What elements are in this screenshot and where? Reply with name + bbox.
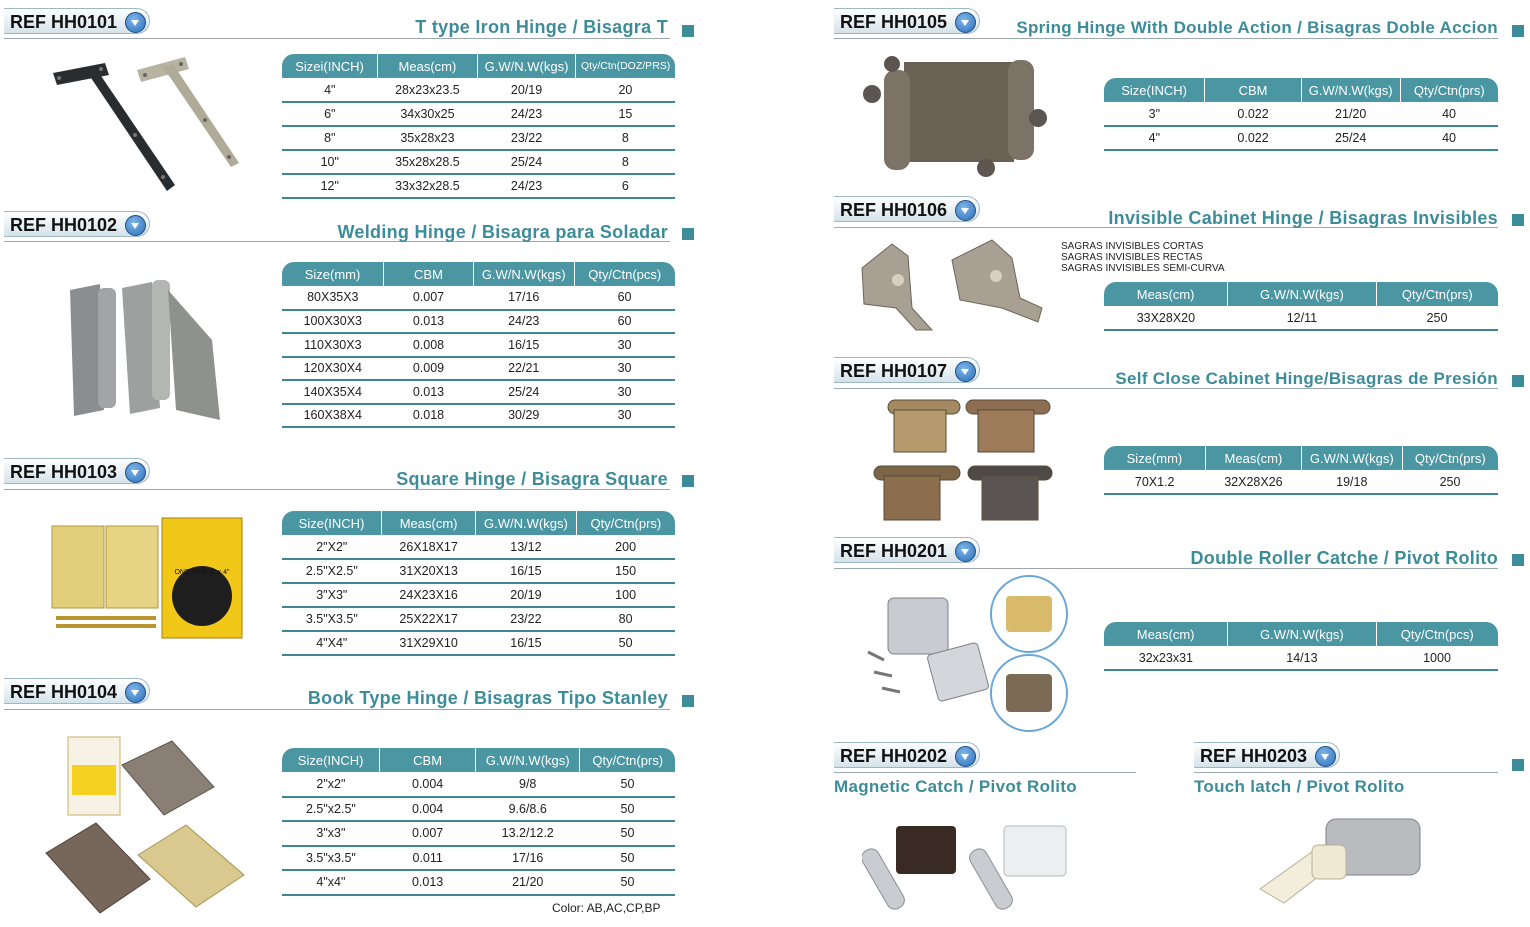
section-marker-icon: [682, 695, 694, 707]
table-header: CBM: [1205, 78, 1302, 102]
t-hinge-image: [45, 45, 245, 195]
ref-label-hh0106: REF HH0106: [834, 196, 980, 222]
table-row: 4" 0.022 25/24 40: [1104, 126, 1498, 150]
chevron-down-icon[interactable]: [125, 12, 146, 33]
section-title-hh0106: Invisible Cabinet Hinge / Bisagras Invisibles: [1108, 208, 1498, 228]
section-title-hh0103: Square Hinge / Bisagra Square: [396, 469, 668, 489]
table-row: 2.5"X2.5" 31X20X13 16/15 150: [282, 559, 675, 583]
table-row: 3.5"X3.5" 25X22X17 23/22 80: [282, 607, 675, 631]
spec-table-hh0104: [282, 748, 675, 896]
table-row: 33X28X20 12/11 250: [1104, 306, 1498, 330]
ref-label-hh0104: REF HH0104: [4, 678, 150, 704]
section-divider: [834, 772, 1136, 773]
section-marker-icon: [1512, 375, 1524, 387]
spec-table-hh0101: [282, 54, 675, 199]
table-row: 10" 35x28x28.5 25/24 8: [282, 150, 675, 174]
section-marker-icon: [1512, 25, 1524, 37]
table-row: 160X38X4 0.018 30/29 30: [282, 404, 675, 428]
roller-catch-image: [862, 574, 1072, 734]
table-row: 4"x4" 0.013 21/20 50: [282, 870, 675, 895]
table-row: 2"X2" 26X18X17 13/12 200: [282, 535, 675, 559]
section-marker-icon: [1512, 214, 1524, 226]
chevron-down-icon[interactable]: [955, 12, 976, 33]
invisible-hinge-variants: [1061, 241, 1225, 274]
section-title-hh0105: Spring Hinge With Double Action / Bisagras Doble Accion: [1016, 18, 1498, 37]
table-row: 80X35X3 0.007 17/16 60: [282, 286, 675, 310]
table-row: 3"x3" 0.007 13.2/12.2 50: [282, 821, 675, 846]
section-marker-icon: [1512, 554, 1524, 566]
section-divider: [4, 709, 670, 710]
ref-label-hh0103: REF HH0103: [4, 458, 150, 484]
table-header: G.W/N.W(kgs): [473, 262, 574, 286]
touch-latch-image: [1256, 815, 1436, 905]
chevron-down-icon[interactable]: [955, 541, 976, 562]
table-header: G.W/N.W(kgs): [1228, 622, 1376, 646]
self-close-hinge-image: [870, 396, 1056, 522]
variant-label: SAGRAS INVISIBLES CORTAS: [1061, 241, 1204, 252]
box-label: ONE PAIR 4" x 4": [174, 569, 230, 576]
table-header: Meas(cm): [378, 54, 478, 78]
variant-label: SAGRAS INVISIBLES RECTAS: [1061, 252, 1203, 263]
silver-t-hinge: [137, 57, 239, 167]
spec-table-hh0105: [1104, 78, 1498, 151]
ref-label-hh0202: REF HH0202: [834, 742, 980, 768]
section-marker-icon: [1512, 759, 1524, 771]
chevron-down-icon[interactable]: [1315, 746, 1336, 767]
ref-label-hh0105: REF HH0105: [834, 8, 980, 34]
chevron-down-icon[interactable]: [955, 746, 976, 767]
table-row: 2"x2" 0.004 9/8 50: [282, 772, 675, 797]
table-row: 70X1.2 32X28X26 19/18 250: [1104, 470, 1498, 494]
chevron-down-icon[interactable]: [125, 682, 146, 703]
table-header: G.W/N.W(kgs): [1301, 78, 1400, 102]
section-title-hh0101: T type Iron Hinge / Bisagra T: [415, 17, 668, 37]
spec-table-hh0201: [1104, 622, 1498, 671]
section-title-hh0202: Magnetic Catch / Pivot Rolito: [834, 777, 1077, 796]
welding-hinge-image: [60, 280, 230, 430]
table-row: 100X30X3 0.013 24/23 60: [282, 310, 675, 334]
chevron-down-icon[interactable]: [125, 215, 146, 236]
table-row: 110X30X3 0.008 16/15 30: [282, 333, 675, 357]
chevron-down-icon[interactable]: [955, 361, 976, 382]
table-header: Qty/Ctn(pcs): [574, 262, 675, 286]
magnetic-catch-image: [862, 818, 1072, 914]
spec-table-hh0103: [282, 511, 675, 656]
table-row: 8" 35x28x23 23/22 8: [282, 126, 675, 150]
table-header: Qty/Ctn(prs): [1402, 446, 1498, 470]
square-hinge-image: [50, 516, 250, 641]
ref-label-hh0203: REF HH0203: [1194, 742, 1340, 768]
table-header: CBM: [380, 748, 476, 772]
spec-table-hh0107: [1104, 446, 1498, 495]
variant-label: SAGRAS INVISIBLES SEMI-CURVA: [1061, 263, 1225, 274]
section-title-hh0203: Touch latch / Pivot Rolito: [1194, 777, 1405, 796]
table-row: 32x23x31 14/13 1000: [1104, 646, 1498, 670]
table-header: Qty/Ctn(prs): [580, 748, 675, 772]
section-marker-icon: [682, 475, 694, 487]
book-hinge-image: [42, 735, 252, 915]
table-row: 4" 28x23x23.5 20/19 20: [282, 78, 675, 102]
table-header: CBM: [384, 262, 474, 286]
table-header: Qty/Ctn(prs): [576, 511, 675, 535]
table-row: 3.5"x3.5" 0.011 17/16 50: [282, 846, 675, 871]
table-row: 3"X3" 24X23X16 20/19 100: [282, 583, 675, 607]
ref-label-hh0102: REF HH0102: [4, 211, 150, 237]
table-header: Meas(cm): [1104, 282, 1228, 306]
table-header: Qty/Ctn(pcs): [1376, 622, 1498, 646]
section-divider: [834, 38, 1498, 39]
section-title-hh0107: Self Close Cabinet Hinge/Bisagras de Presión: [1115, 369, 1498, 388]
table-header: G.W/N.W(kgs): [475, 748, 580, 772]
table-header: Qty/Ctn(prs): [1400, 78, 1498, 102]
table-row: 3" 0.022 21/20 40: [1104, 102, 1498, 126]
table-header: Meas(cm): [382, 511, 476, 535]
color-options: Color: AB,AC,CP,BP: [552, 901, 661, 915]
table-header: Qty/Ctn(prs): [1376, 282, 1498, 306]
section-divider: [4, 38, 670, 39]
chevron-down-icon[interactable]: [955, 200, 976, 221]
table-header: Meas(cm): [1205, 446, 1301, 470]
table-header: Size(INCH): [1104, 78, 1205, 102]
table-header: G.W/N.W(kgs): [1301, 446, 1402, 470]
table-header: Size(mm): [1104, 446, 1205, 470]
black-t-hinge: [53, 63, 175, 191]
chevron-down-icon[interactable]: [125, 462, 146, 483]
table-row: 6" 34x30x25 24/23 15: [282, 102, 675, 126]
ref-label-hh0201: REF HH0201: [834, 537, 980, 563]
section-marker-icon: [682, 228, 694, 240]
section-divider: [1194, 772, 1498, 773]
table-row: 12" 33x32x28.5 24/23 6: [282, 174, 675, 198]
section-title-hh0104: Book Type Hinge / Bisagras Tipo Stanley: [307, 688, 668, 708]
spec-table-hh0102: [282, 262, 675, 428]
spring-hinge-image: [862, 52, 1048, 182]
table-header: G.W/N.W(kgs): [476, 511, 577, 535]
ref-label-hh0101: REF HH0101: [4, 8, 150, 34]
ref-label-hh0107: REF HH0107: [834, 357, 980, 383]
spec-table-hh0106: [1104, 282, 1498, 331]
table-header: Size(mm): [282, 262, 384, 286]
section-marker-icon: [682, 25, 694, 37]
table-header: Size(INCH): [282, 511, 382, 535]
section-title-hh0201: Double Roller Catche / Pivot Rolito: [1190, 548, 1498, 568]
table-header: G.W/N.W(kgs): [1228, 282, 1376, 306]
invisible-hinge-image: [852, 238, 1062, 333]
table-row: 140X35X4 0.013 25/24 30: [282, 380, 675, 404]
table-header: Sizei(INCH): [282, 54, 378, 78]
table-header: Qty/Ctn(DOZ/PRS): [576, 54, 675, 78]
table-row: 4"X4" 31X29X10 16/15 50: [282, 631, 675, 655]
table-header: G.W/N.W(kgs): [477, 54, 576, 78]
section-title-hh0102: Welding Hinge / Bisagra para Soladar: [337, 222, 668, 242]
table-header: Size(INCH): [282, 748, 380, 772]
table-row: 120X30X4 0.009 22/21 30: [282, 357, 675, 381]
table-header: Meas(cm): [1104, 622, 1228, 646]
table-row: 2.5"x2.5" 0.004 9.6/8.6 50: [282, 797, 675, 822]
